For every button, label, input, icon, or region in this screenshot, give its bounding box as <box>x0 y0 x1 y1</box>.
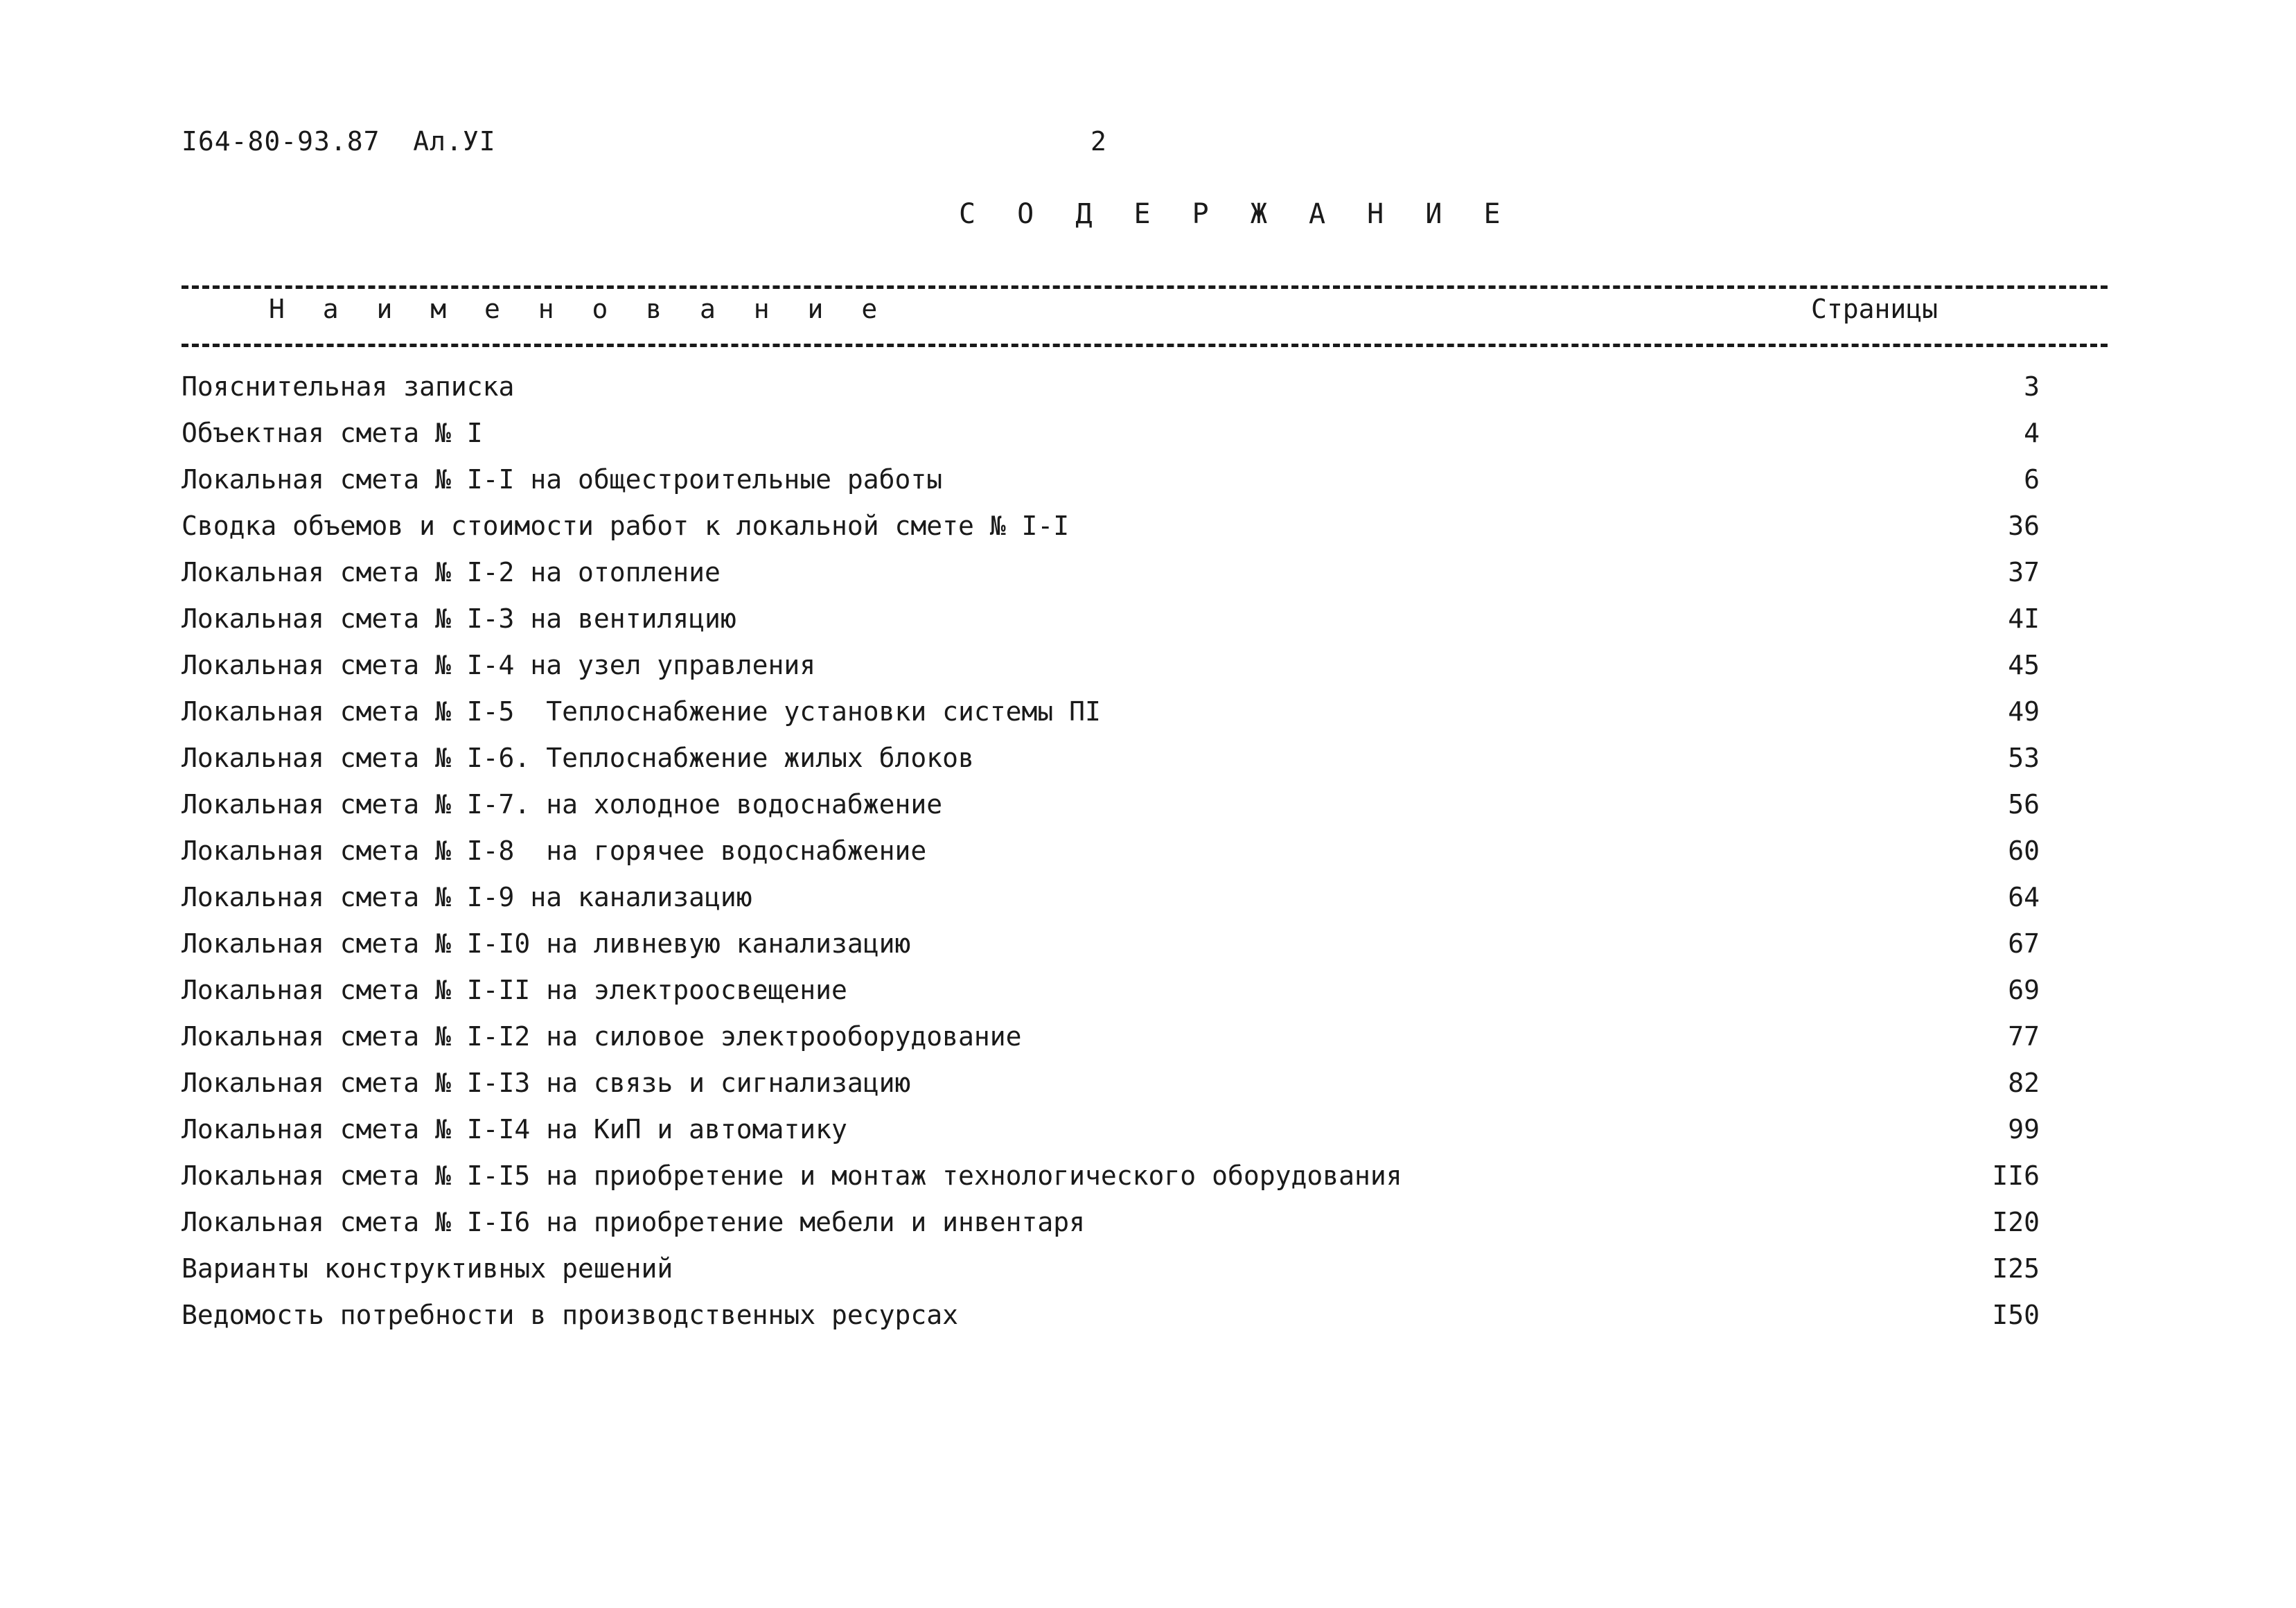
toc-entry-page: I25 <box>1992 1253 2040 1284</box>
toc-entry-page: I20 <box>1992 1207 2040 1237</box>
toc-entry-page: 6 <box>2024 464 2040 495</box>
table-of-contents <box>182 371 2121 1346</box>
page-title: С О Д Е Р Ж А Н И Е <box>959 198 1513 230</box>
toc-entry-title: Локальная смета № I-8 на горячее водоснабжение <box>182 836 927 866</box>
toc-entry-page: 77 <box>2008 1021 2040 1052</box>
toc-entry <box>182 464 2121 511</box>
toc-entry-page: 45 <box>2008 650 2040 680</box>
toc-entry <box>182 836 2121 882</box>
toc-entry <box>182 882 2121 928</box>
table-header-bottom-rule <box>182 344 2108 347</box>
toc-entry-page: 4I <box>2008 603 2040 634</box>
toc-entry <box>182 743 2121 789</box>
table-header-top-rule <box>182 285 2108 289</box>
toc-entry <box>182 1207 2121 1253</box>
toc-entry <box>182 975 2121 1021</box>
toc-entry-title: Локальная смета № I-2 на отопление <box>182 557 721 587</box>
toc-entry <box>182 371 2121 418</box>
toc-entry-page: I50 <box>1992 1300 2040 1330</box>
toc-entry-title: Локальная смета № I-II на электроосвещение <box>182 975 847 1005</box>
toc-entry-page: 82 <box>2008 1068 2040 1098</box>
toc-entry <box>182 1114 2121 1160</box>
toc-entry <box>182 1300 2121 1346</box>
toc-entry <box>182 1160 2121 1207</box>
toc-entry-title: Локальная смета № I-9 на канализацию <box>182 882 752 912</box>
toc-entry <box>182 696 2121 743</box>
document-code: I64-80-93.87 Ал.УI <box>182 126 496 157</box>
toc-entry-title: Локальная смета № I-4 на узел управления <box>182 650 816 680</box>
toc-entry <box>182 1068 2121 1114</box>
toc-entry-title: Локальная смета № I-I3 на связь и сигнализацию <box>182 1068 911 1098</box>
toc-entry <box>182 557 2121 603</box>
toc-entry <box>182 603 2121 650</box>
toc-entry <box>182 789 2121 836</box>
toc-entry-page: 4 <box>2024 418 2040 448</box>
toc-entry-title: Локальная смета № I-I4 на КиП и автоматику <box>182 1114 847 1145</box>
toc-entry-page: 53 <box>2008 743 2040 773</box>
toc-entry <box>182 418 2121 464</box>
toc-entry <box>182 650 2121 696</box>
toc-entry-page: 37 <box>2008 557 2040 587</box>
toc-entry-page: 3 <box>2024 371 2040 402</box>
toc-entry-title: Пояснительная записка <box>182 371 515 402</box>
toc-entry-title: Локальная смета № I-3 на вентиляцию <box>182 603 736 634</box>
column-header-name: Н а и м е н о в а н и е <box>269 294 889 324</box>
toc-entry-title: Локальная смета № I-I2 на силовое электрооборудование <box>182 1021 1022 1052</box>
toc-entry-title: Сводка объемов и стоимости работ к локальной смете № I-I <box>182 511 1070 541</box>
toc-entry-page: 60 <box>2008 836 2040 866</box>
toc-entry-page: 64 <box>2008 882 2040 912</box>
toc-entry-page: 67 <box>2008 928 2040 959</box>
toc-entry-title: Локальная смета № I-I0 на ливневую канализацию <box>182 928 911 959</box>
page-number: 2 <box>1090 126 1106 157</box>
toc-entry-title: Локальная смета № I-5 Теплоснабжение установки системы ПI <box>182 696 1101 727</box>
toc-entry-title: Локальная смета № I-I6 на приобретение мебели и инвентаря <box>182 1207 1086 1237</box>
toc-entry-page: 49 <box>2008 696 2040 727</box>
toc-entry-page: II6 <box>1992 1160 2040 1191</box>
toc-entry <box>182 1253 2121 1300</box>
toc-entry-title: Локальная смета № I-I на общестроительные работы <box>182 464 943 495</box>
toc-entry <box>182 1021 2121 1068</box>
toc-entry-title: Локальная смета № I-6. Теплоснабжение жилых блоков <box>182 743 974 773</box>
column-header-pages: Страницы <box>1811 294 1939 324</box>
toc-entry-title: Локальная смета № I-I5 на приобретение и монтаж технологического оборудования <box>182 1160 1402 1191</box>
toc-entry-page: 36 <box>2008 511 2040 541</box>
toc-entry-page: 56 <box>2008 789 2040 820</box>
toc-entry-title: Ведомость потребности в производственных ресурсах <box>182 1300 959 1330</box>
toc-entry-page: 99 <box>2008 1114 2040 1145</box>
toc-entry <box>182 511 2121 557</box>
toc-entry-page: 69 <box>2008 975 2040 1005</box>
toc-entry-title: Варианты конструктивных решений <box>182 1253 673 1284</box>
toc-entry <box>182 928 2121 975</box>
toc-entry-title: Объектная смета № I <box>182 418 483 448</box>
toc-entry-title: Локальная смета № I-7. на холодное водоснабжение <box>182 789 943 820</box>
